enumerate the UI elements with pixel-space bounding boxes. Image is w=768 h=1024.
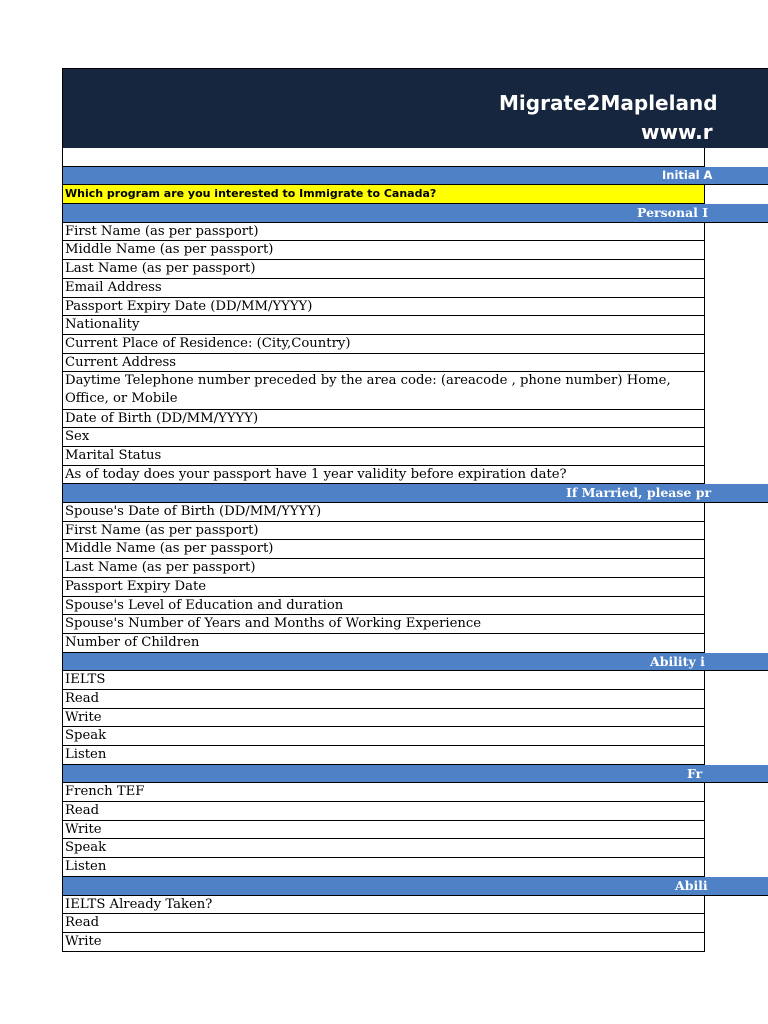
form-field-row[interactable]: Read [62, 914, 705, 933]
form-field-row[interactable]: As of today does your passport have 1 year validity before expiration date? [62, 466, 705, 485]
form-field-row[interactable]: Sex [62, 428, 705, 447]
section-ability [62, 653, 768, 672]
section-ability-2-label: Abili [675, 877, 708, 893]
section-ability-label: Ability i [650, 653, 705, 669]
application-form-sheet [62, 68, 768, 952]
form-field-row[interactable]: Write [62, 709, 705, 728]
ability2-fields [62, 896, 768, 952]
form-field-row[interactable]: Write [62, 821, 705, 840]
form-field-row[interactable]: Nationality [62, 316, 705, 335]
form-field-row[interactable]: Read [62, 802, 705, 821]
form-field-row[interactable]: Passport Expiry Date (DD/MM/YYYY) [62, 298, 705, 317]
section-initial-label: Initial A [662, 167, 713, 182]
form-field-row[interactable]: Daytime Telephone number preceded by the area code: (areacode , phone number) Home, Office, or Mobile [62, 372, 705, 409]
form-field-row[interactable]: Email Address [62, 279, 705, 298]
form-field-row[interactable]: Middle Name (as per passport) [62, 540, 705, 559]
section-french [62, 765, 768, 784]
company-title: Migrate2Mapleland [499, 91, 718, 115]
program-question[interactable]: Which program are you interested to Immigrate to Canada? [62, 185, 705, 204]
form-field-row[interactable]: Passport Expiry Date [62, 578, 705, 597]
spouse-fields [62, 503, 768, 653]
section-personal-label: Personal I [637, 205, 709, 221]
form-field-row[interactable]: Listen [62, 858, 705, 877]
form-field-row[interactable]: Write [62, 933, 705, 952]
section-initial [62, 167, 768, 186]
form-field-row[interactable]: Last Name (as per passport) [62, 559, 705, 578]
form-field-row[interactable]: First Name (as per passport) [62, 223, 705, 242]
french-fields [62, 783, 768, 876]
form-field-row[interactable]: Current Address [62, 354, 705, 373]
form-field-row[interactable]: First Name (as per passport) [62, 522, 705, 541]
form-field-row[interactable]: Middle Name (as per passport) [62, 241, 705, 260]
ielts-fields [62, 671, 768, 764]
company-website: www.r [641, 120, 713, 144]
form-field-row[interactable]: IELTS [62, 671, 705, 690]
section-personal [62, 204, 768, 223]
section-french-label: Fr [687, 765, 703, 781]
form-field-row[interactable]: IELTS Already Taken? [62, 896, 705, 915]
section-married [62, 484, 768, 503]
form-field-row[interactable]: Speak [62, 839, 705, 858]
form-field-row[interactable]: Speak [62, 727, 705, 746]
section-married-label: If Married, please pr [566, 485, 712, 501]
form-field-row[interactable]: French TEF [62, 783, 705, 802]
form-field-row[interactable]: Date of Birth (DD/MM/YYYY) [62, 410, 705, 429]
form-field-row[interactable]: Marital Status [62, 447, 705, 466]
form-field-row[interactable]: Spouse's Date of Birth (DD/MM/YYYY) [62, 503, 705, 522]
blank-row[interactable] [62, 148, 705, 167]
form-field-row[interactable]: Last Name (as per passport) [62, 260, 705, 279]
form-field-row[interactable]: Spouse's Number of Years and Months of Working Experience [62, 615, 705, 634]
form-header [62, 68, 768, 148]
personal-fields [62, 223, 768, 485]
form-field-row[interactable]: Listen [62, 746, 705, 765]
form-field-row[interactable]: Spouse's Level of Education and duration [62, 597, 705, 616]
form-field-row[interactable]: Current Place of Residence: (City,Country) [62, 335, 705, 354]
form-field-row[interactable]: Number of Children [62, 634, 705, 653]
form-field-row[interactable]: Read [62, 690, 705, 709]
section-ability-2 [62, 877, 768, 896]
